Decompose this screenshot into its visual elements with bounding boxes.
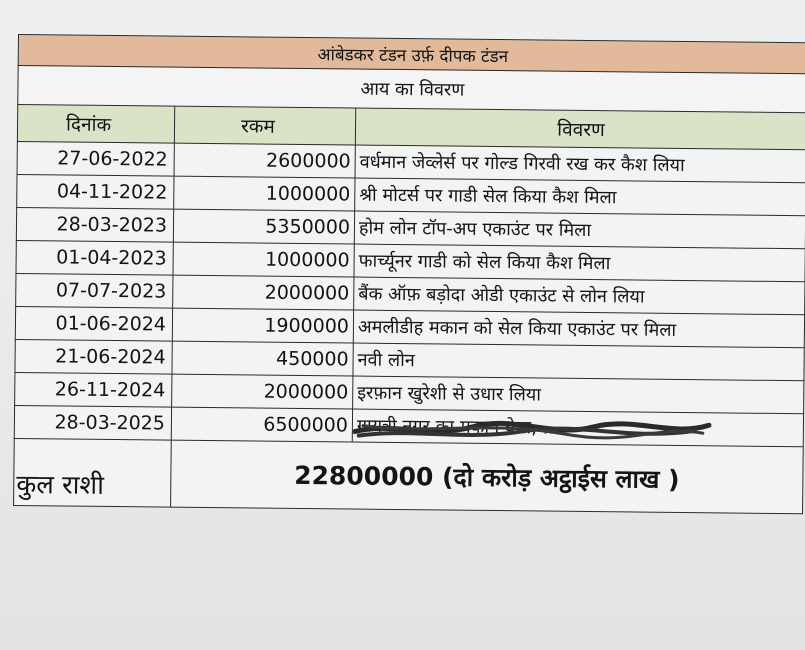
header-date: दिनांक bbox=[17, 105, 174, 144]
row-amount: 6500000 bbox=[171, 407, 352, 442]
row-amount: 2600000 bbox=[174, 143, 355, 178]
income-statement-sheet bbox=[13, 34, 805, 514]
document-title: आंबेडकर टंडन उर्फ़ दीपक टंडन bbox=[18, 35, 805, 74]
row-description: बैंक ऑफ़ बड़ोदा ओडी एकाउंट से लोन लिया bbox=[354, 277, 805, 315]
redaction-scribble-icon bbox=[353, 416, 713, 444]
row-amount: 5350000 bbox=[173, 209, 354, 244]
row-amount: 1000000 bbox=[173, 242, 354, 277]
row-description-redacted bbox=[352, 409, 803, 447]
row-amount: 2000000 bbox=[173, 275, 354, 310]
row-date: 28-03-2025 bbox=[14, 405, 171, 440]
row-description: अमलीडीह मकान को सेल किया एकाउंट पर मिला bbox=[353, 310, 804, 348]
redacted-description: गायत्री नगर का मकान बेचा, ... bbox=[356, 415, 560, 439]
total-value: 22800000 (दो करोड़ अट्ठाईस लाख ) bbox=[171, 440, 804, 514]
row-amount: 450000 bbox=[172, 341, 353, 376]
row-date: 07-07-2023 bbox=[16, 273, 173, 308]
row-date: 01-04-2023 bbox=[16, 240, 173, 275]
row-description: इरफ़ान खुरेशी से उधार लिया bbox=[353, 376, 804, 414]
row-date: 26-11-2024 bbox=[15, 372, 172, 407]
header-amount: रकम bbox=[174, 106, 355, 145]
row-date: 04-11-2022 bbox=[17, 174, 174, 209]
total-label: कुल राशी bbox=[14, 438, 172, 507]
row-date: 27-06-2022 bbox=[17, 141, 174, 176]
total-row bbox=[14, 438, 804, 513]
row-amount: 1000000 bbox=[174, 176, 355, 211]
row-date: 28-03-2023 bbox=[16, 207, 173, 242]
row-description: नवी लोन bbox=[353, 343, 804, 381]
redacted-text bbox=[357, 414, 560, 440]
income-table bbox=[13, 34, 805, 514]
row-description: होम लोन टॉप-अप एकाउंट पर मिला bbox=[354, 211, 805, 249]
row-date: 21-06-2024 bbox=[15, 339, 172, 374]
row-amount: 2000000 bbox=[172, 374, 353, 409]
header-description: विवरण bbox=[355, 108, 805, 150]
document-subtitle: आय का विवरण bbox=[18, 66, 805, 113]
row-amount: 1900000 bbox=[172, 308, 353, 343]
row-description: वर्धमान जेव्लेर्स पर गोल्ड गिरवी रख कर कैश लिया bbox=[355, 145, 805, 183]
row-description: श्री मोटर्स पर गाडी सेल किया कैश मिला bbox=[355, 178, 805, 216]
row-description: फार्च्यूनर गाडी को सेल किया कैश मिला bbox=[354, 244, 805, 282]
row-date: 01-06-2024 bbox=[15, 306, 172, 341]
